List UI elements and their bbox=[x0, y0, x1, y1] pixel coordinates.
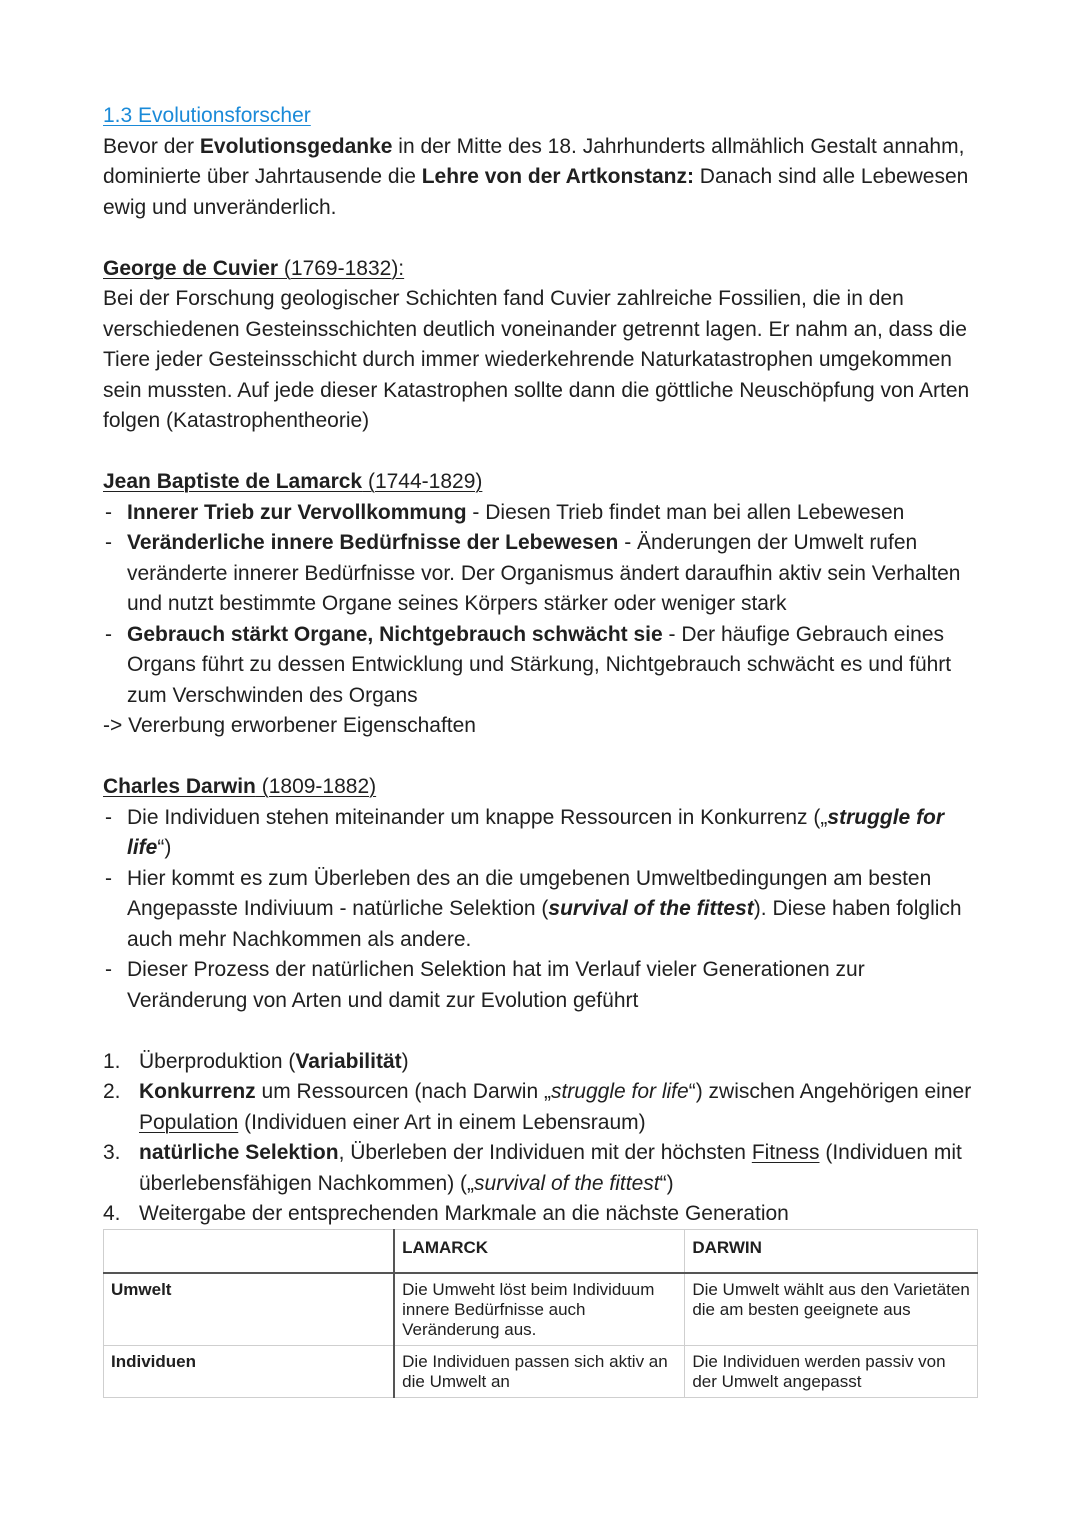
list-item: 1. Überproduktion (Variabilität) bbox=[103, 1049, 409, 1073]
table-row-header: Individuen bbox=[104, 1346, 395, 1398]
lamarck-heading: Jean Baptiste de Lamarck (1744-1829) bbox=[103, 470, 483, 493]
darwin-list bbox=[103, 803, 983, 1017]
table-cell: Die Individuen passen sich aktiv an die Umwelt an bbox=[394, 1346, 685, 1398]
lamarck-list bbox=[103, 498, 983, 712]
table-cell: Die Umwelt wählt aus den Varietäten die am besten geeignete aus bbox=[685, 1273, 978, 1346]
list-item: - Gebrauch stärkt Organe, Nichtgebrauch schwächt sie - Der häufige Gebrauch eines Organs führt zu dessen Entwicklung und Stärkung, Nichtgebrauch schwächt es und führt zum Verschwinden des Organs bbox=[103, 620, 983, 712]
table-header-cell: DARWIN bbox=[685, 1230, 978, 1274]
table-cell: Die Umweht löst beim Individuum innere Bedürfnisse auch Veränderung aus. bbox=[394, 1273, 685, 1346]
section-title[interactable]: 1.3 Evolutionsforscher bbox=[103, 104, 311, 127]
cuvier-heading: George de Cuvier (1769-1832): bbox=[103, 256, 405, 280]
comparison-table bbox=[103, 1229, 978, 1398]
list-item: 4. Weitergabe der entsprechenden Markmale an die nächste Generation bbox=[103, 1202, 789, 1225]
intro-paragraph: Bevor der Evolutionsgedanke in der Mitte des 18. Jahrhunderts allmählich Gestalt annahm, dominierte über Jahrtausende die Lehre von der Artkonstanz: Danach sind alle Lebewesen ewig und unveränderlich. bbox=[103, 134, 969, 219]
list-item: - Die Individuen stehen miteinander um knappe Ressourcen in Konkurrenz („struggle for life“) bbox=[103, 803, 983, 864]
lamarck-conclusion: -> Vererbung erworbener Eigenschaften bbox=[103, 714, 476, 737]
list-item: 3. natürliche Selektion, Überleben der Individuen mit der höchsten Fitness (Individuen mit überlebensfähigen Nachkommen) („survival of the fittest“) bbox=[103, 1141, 962, 1195]
table-header-row bbox=[104, 1230, 978, 1274]
list-item: - Hier kommt es zum Überleben des an die umgebenen Umweltbedingungen am besten Angepasste Indiviuum - natürliche Selektion (survival of the fittest). Diese haben folglich auch mehr Nachkommen als andere. bbox=[103, 864, 983, 956]
list-item: - Dieser Prozess der natürlichen Selektion hat im Verlauf vieler Generationen zur Veränderung von Arten und damit zur Evolution geführt bbox=[103, 955, 983, 1016]
table-row bbox=[104, 1273, 978, 1346]
table-row bbox=[104, 1346, 978, 1398]
table-cell: Die Individuen werden passiv von der Umwelt angepasst bbox=[685, 1346, 978, 1398]
document-page bbox=[103, 101, 983, 1230]
darwin-heading: Charles Darwin (1809-1882) bbox=[103, 775, 377, 798]
list-item: - Veränderliche innere Bedürfnisse der Lebewesen - Änderungen der Umwelt rufen veränderte innerer Bedürfnisse vor. Der Organismus ändert daraufhin aktiv sein Verhalten und nutzt bestimmte Organe seines Körpers stärker oder weniger stark bbox=[103, 528, 983, 620]
table-header-cell bbox=[104, 1230, 395, 1274]
table-header-cell: LAMARCK bbox=[394, 1230, 685, 1274]
cuvier-paragraph: Bei der Forschung geologischer Schichten fand Cuvier zahlreiche Fossilien, die in den verschiedenen Gesteinsschichten deutlich voneinander getrennt lagen. Er nahm an, dass die Tiere jeder Gesteinsschicht durch immer wiederkehrende Naturkatastrophen umgekommen sein mussten. Auf jede dieser Katastrophen sollte dann die göttliche Neuschöpfung von Arten folgen (Katastrophentheorie) bbox=[103, 287, 970, 432]
list-item: 2. Konkurrenz um Ressourcen (nach Darwin „struggle for life“) zwischen Angehörigen einer Population (Individuen einer Art in einem Lebensraum) bbox=[103, 1080, 972, 1134]
table-row-header: Umwelt bbox=[104, 1273, 395, 1346]
list-item: - Innerer Trieb zur Vervollkommung - Diesen Trieb findet man bei allen Lebewesen bbox=[103, 498, 983, 529]
steps-list bbox=[103, 1047, 983, 1230]
